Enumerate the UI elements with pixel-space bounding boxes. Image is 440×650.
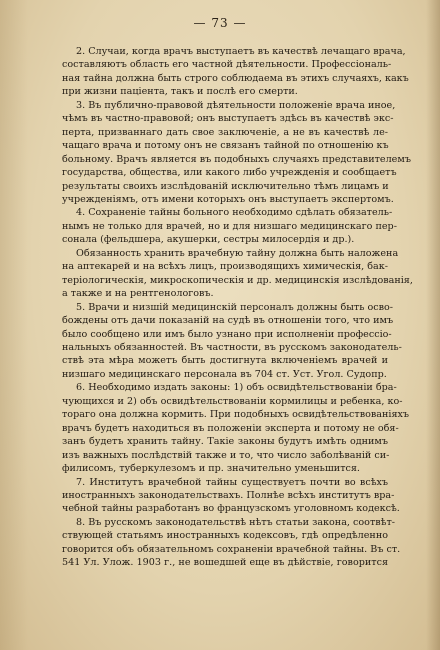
text-line: 4. Сохраненіе тайны больного необходимо сдѣлать обязатель- — [76, 207, 393, 219]
text-line: 5. Врачи и низшій медицинскій персоналъ должны быть осво- — [76, 301, 394, 313]
text-line: перта, призваннаго дать свое заключеніе, а не въ качествѣ ле- — [62, 126, 388, 138]
text-line: чѣмъ въ частно-правовой; онъ выступаетъ здѣсь въ качествѣ экс- — [62, 113, 394, 125]
text-line: учрежденіямъ, отъ имени которыхъ онъ выступаетъ экспертомъ. — [62, 193, 394, 205]
text-line: теріологическія, микроскопическія и др. медицинскія изслѣдованія, — [62, 274, 413, 286]
text-line: 2. Случаи, когда врачъ выступаетъ въ качествѣ лечащаго врача, — [76, 46, 406, 57]
text-line: нымъ не только для врачей, но и для низшаго медицинскаго пер- — [62, 220, 397, 232]
page-edge-shadow — [426, 0, 440, 650]
text-line: ная тайна должна быть строго соблюдаема въ этихъ случаяхъ, какъ — [62, 72, 409, 84]
text-line: изъ важныхъ послѣдствій также и то, что число заболѣваній си- — [62, 449, 390, 461]
text-line: при жизни пацiента, такъ и послѣ его смерти. — [62, 86, 298, 98]
text-line: иностранныхъ законодательствахъ. Полнѣе всѣхъ институтъ вра- — [62, 489, 395, 501]
text-line: 8. Въ русскомъ законодательствѣ нѣтъ статьи закона, соотвѣт- — [76, 516, 395, 528]
text-line: филисомъ, туберкулезомъ и пр. значительно уменьшится. — [62, 463, 360, 475]
text-line: говорится объ обязательномъ сохраненіи врачебной тайны. Въ ст. — [62, 543, 401, 555]
body-text — [62, 45, 413, 570]
page-edge-stain — [0, 0, 28, 650]
text-line: результаты своихъ изслѣдованій исключительно тѣмъ лицамъ и — [62, 180, 389, 192]
text-line: низшаго медицинскаго персонала въ 704 ст. Уст. Угол. Судопр. — [62, 368, 387, 380]
text-line: 6. Необходимо издать законы: 1) объ освидѣтельствованіи бра- — [76, 382, 397, 394]
text-line: тораго она должна кормить. При подобныхъ освидѣтельствованіяхъ — [62, 409, 410, 421]
text-line: государства, общества, или какого либо учрежденія и сообщаетъ — [62, 167, 397, 179]
text-line: чующихся и 2) объ освидѣтельствованіи кормилицы и ребенка, ко- — [62, 395, 403, 407]
text-line: занъ будетъ хранить тайну. Такіе законы будутъ имѣть однимъ — [62, 436, 388, 448]
text-line: больному. Врачъ является въ подобныхъ случаяхъ представителемъ — [62, 153, 411, 165]
text-line: а также и на рентгенологовъ. — [62, 288, 214, 300]
text-line: нальныхъ обязанностей. Въ частности, въ русскомъ законодатель- — [62, 341, 402, 353]
text-line: бождены отъ дачи показаній на судѣ въ отношеніи того, что имъ — [62, 315, 394, 327]
text-line: 7. Институтъ врачебной тайны существуетъ почти во всѣхъ — [76, 476, 388, 488]
text-line: ствѣ эта мѣра можетъ быть достигнута включеніемъ врачей и — [62, 355, 388, 367]
text-line: врачъ будетъ находиться въ положеніи эксперта и потому не обя- — [62, 422, 399, 434]
text-line: чащаго врача и потому онъ не связанъ тайной по отношенію къ — [62, 140, 389, 152]
text-line: 3. Въ публично-правовой дѣятельности положеніе врача иное, — [76, 99, 396, 111]
text-line: было сообщено или имъ было узнано при исполненіи профессіо- — [62, 328, 392, 340]
page-number: — 73 — — [193, 16, 247, 30]
text-line: на аптекарей и на всѣхъ лицъ, производящихъ химическія, бак- — [62, 261, 388, 273]
text-line: чебной тайны разработанъ во французскомъ уголовномъ кодексѣ. — [62, 503, 400, 515]
text-line: составляютъ область его частной дѣятельности. Профессіональ- — [62, 59, 392, 71]
text-line: Обязанность хранить врачебную тайну должна быть наложена — [76, 247, 399, 259]
text-line: 541 Ул. Улож. 1903 г., не вошедшей еще въ дѣйствіе, говорится — [62, 557, 388, 569]
text-line: сонала (фельдшера, акушерки, сестры милосердія и др.). — [62, 234, 355, 246]
text-line: ствующей статьямъ иностранныхъ кодексовъ, гдѣ опредѣленно — [62, 530, 388, 542]
